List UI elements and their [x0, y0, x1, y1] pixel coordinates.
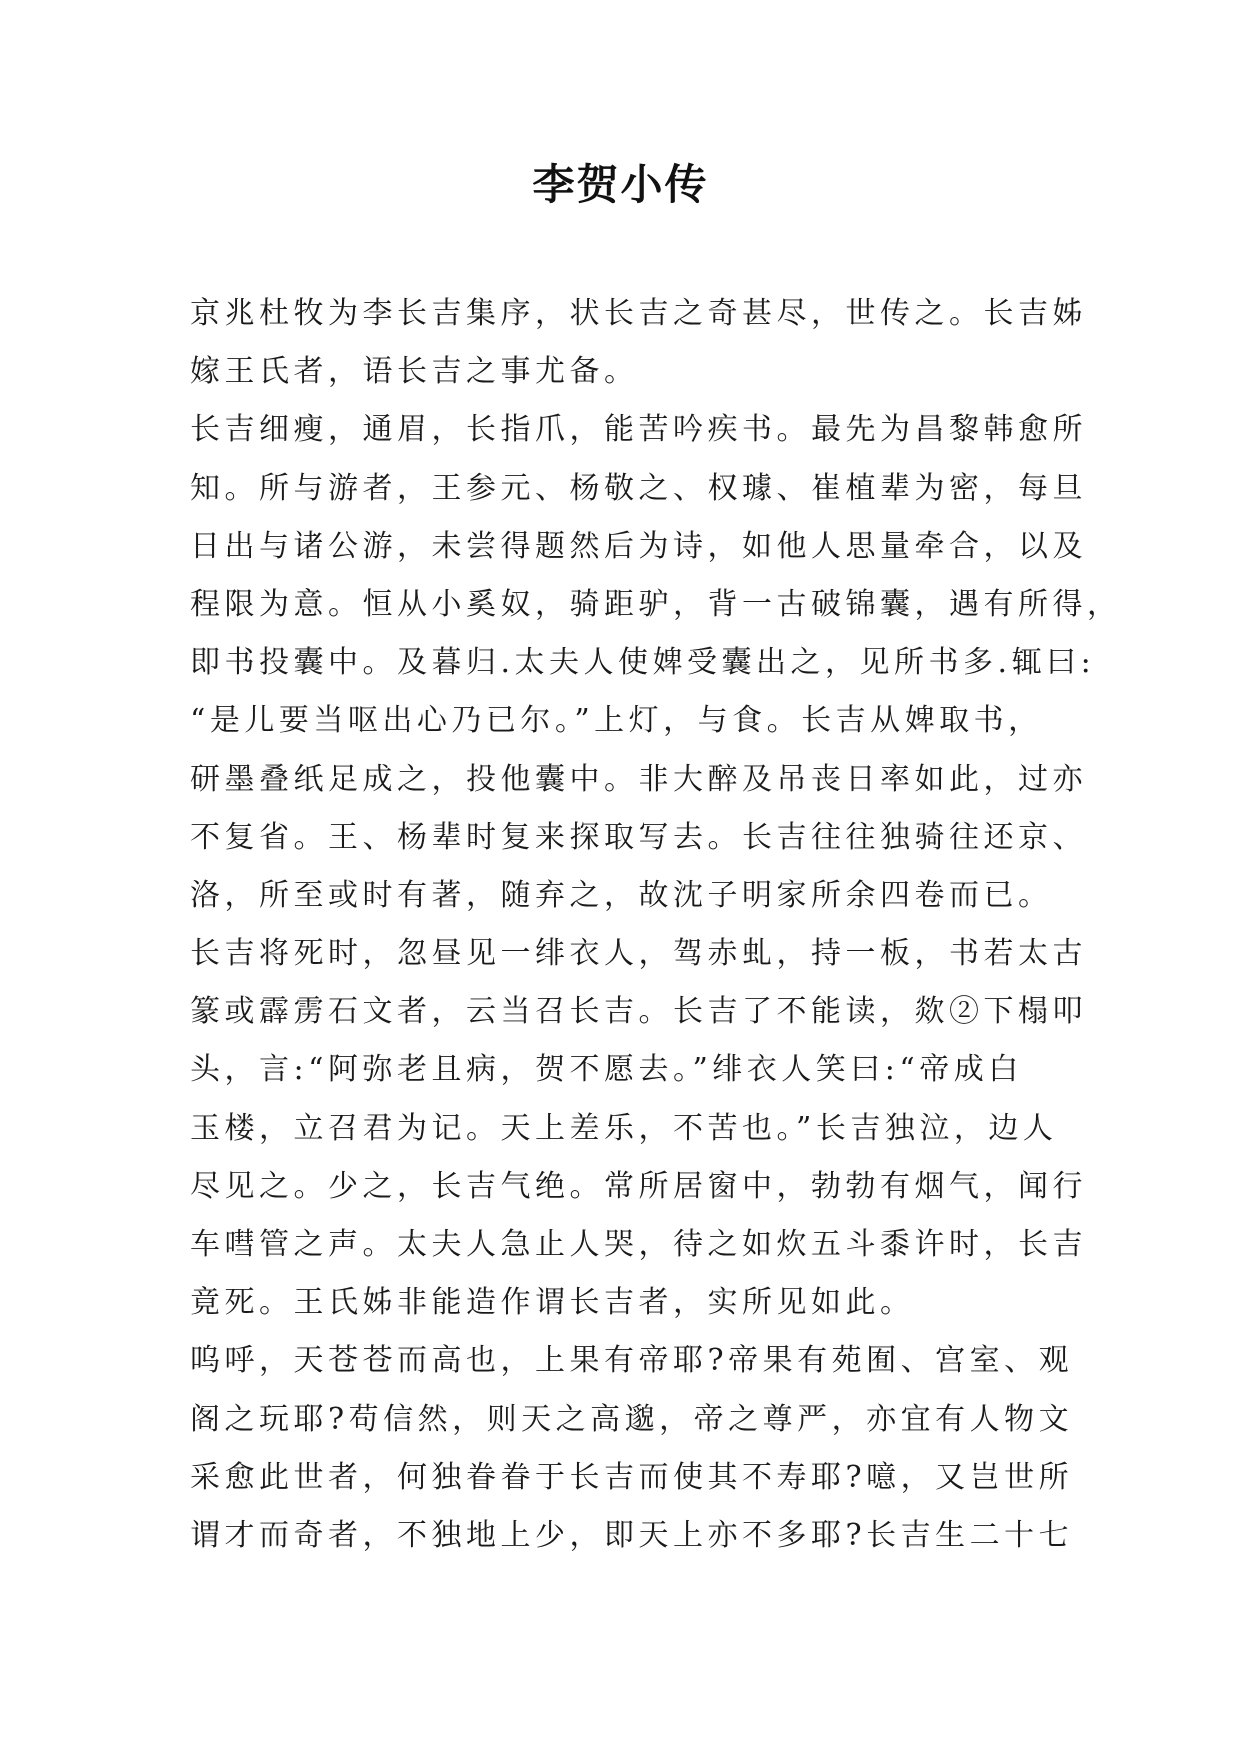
- text-line: 日出与诸公游，未尝得题然后为诗，如他人思量牵合，以及: [190, 528, 1087, 564]
- text-line: 洛，所至或时有著，随弃之，故沈子明家所余四卷而已。: [190, 877, 1053, 913]
- text-line: 阁之玩耶?苟信然，则天之高邈，帝之尊严，亦宜有人物文: [190, 1401, 1074, 1437]
- text-line: 玉楼，立召君为记。天上差乐，不苦也。”长吉独泣，边人: [190, 1110, 1058, 1146]
- text-line: 长吉细瘦，通眉，长指爪，能苦吟疾书。最先为昌黎韩愈所: [190, 412, 1087, 448]
- text-line: 谓才而奇者，不独地上少，即天上亦不多耶?长吉生二十七: [190, 1517, 1074, 1553]
- text-line: 竟死。王氏姊非能造作谓长吉者，实所见如此。: [190, 1285, 915, 1321]
- text-line: 知。所与游者，王参元、杨敬之、权璩、崔植辈为密，每旦: [190, 470, 1087, 506]
- text-line: 呜呼，天苍苍而高也，上果有帝耶?帝果有苑囿、宫室、观: [190, 1343, 1074, 1379]
- text-line: “是儿要当呕出心乃已尔。”上灯，与食。长吉从婢取书，: [190, 703, 1043, 739]
- text-line: 不复省。王、杨辈时复来探取写去。长吉往往独骑往还京、: [190, 819, 1087, 855]
- text-line: 长吉将死时，忽昼见一绯衣人，驾赤虬，持一板，书若太古: [190, 936, 1087, 972]
- text-line: 即书投囊中。及暮归.太夫人使婢受囊出之，见所书多.辄曰:: [190, 645, 1096, 681]
- text-line: 京兆杜牧为李长吉集序，状长吉之奇甚尽，世传之。长吉姊: [190, 296, 1087, 331]
- text-line: 研墨叠纸足成之，投他囊中。非大醉及吊丧日率如此，过亦: [190, 761, 1087, 797]
- page-title: 李贺小传: [532, 160, 709, 209]
- text-line: 头，言:“阿弥老且病，贺不愿去。”绯衣人笑曰:“帝成白: [190, 1052, 1023, 1088]
- text-line: 篆或霹雳石文者，云当召长吉。长吉了不能读，欻②下榻叩: [190, 994, 1087, 1030]
- text-line: 程限为意。恒从小奚奴，骑距驴，背一古破锦囊，遇有所得，: [190, 586, 1122, 622]
- article-body: [190, 285, 1122, 1565]
- text-line: 嫁王氏者，语长吉之事尤备。: [190, 354, 639, 390]
- text-line: 车嘒管之声。太夫人急止人哭，待之如炊五斗黍许时，长吉: [190, 1227, 1087, 1262]
- text-line: 尽见之。少之，长吉气绝。常所居窗中，勃勃有烟气，闻行: [190, 1168, 1087, 1204]
- text-line: 采愈此世者，何独眷眷于长吉而使其不寿耶?噫，又岂世所: [190, 1459, 1074, 1495]
